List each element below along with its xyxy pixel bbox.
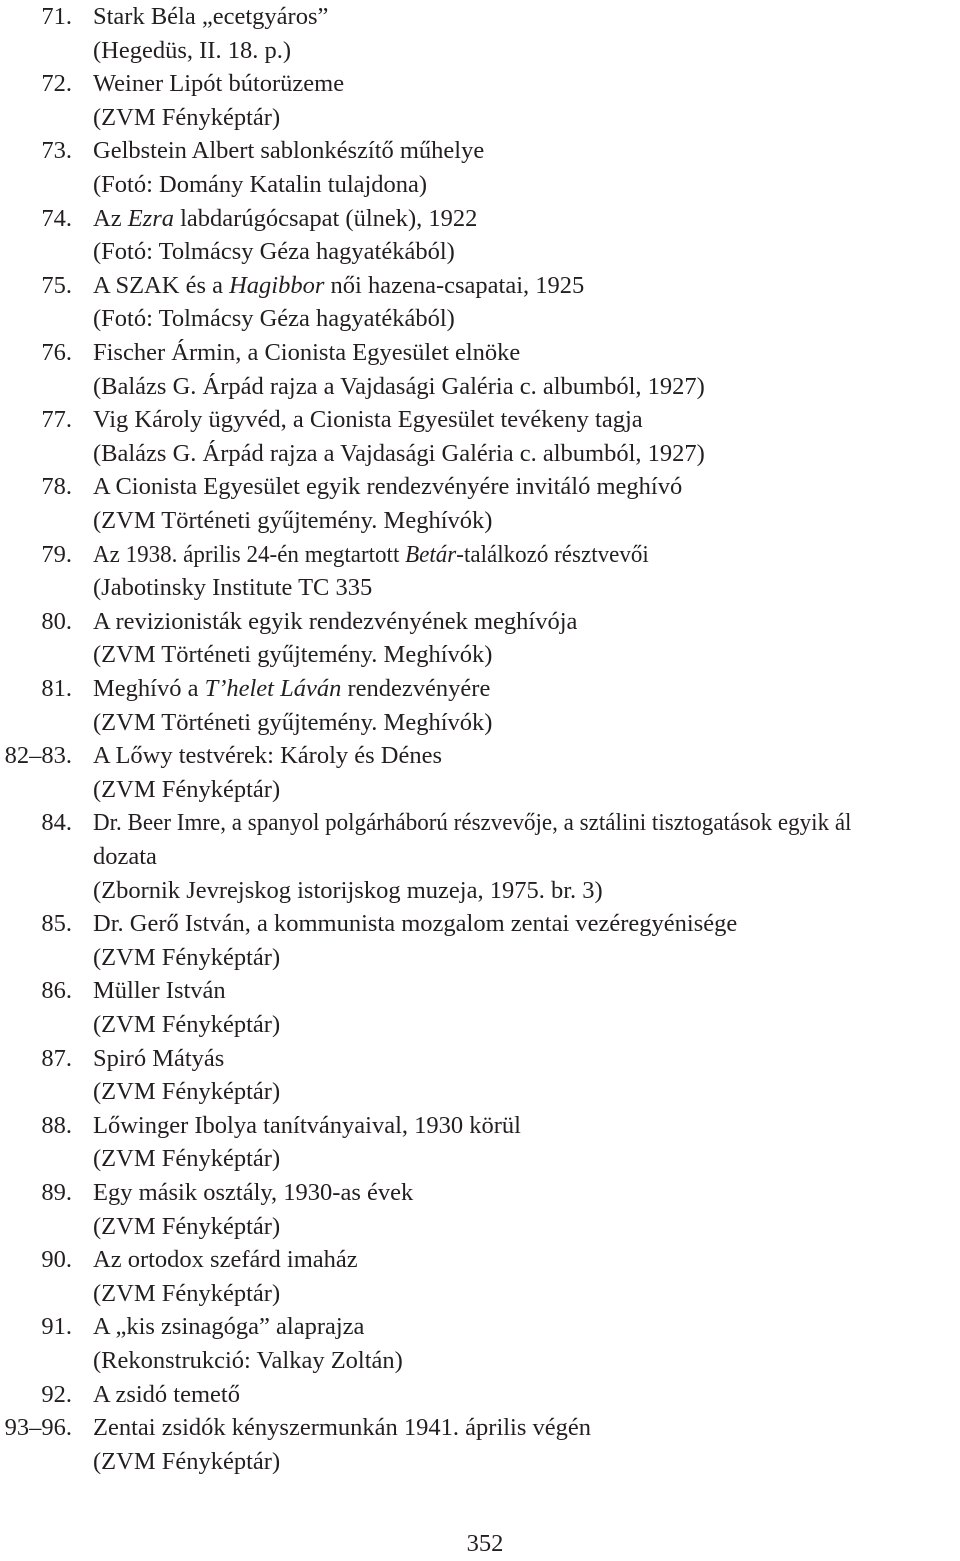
caption-line — [0, 1176, 960, 1210]
caption-line — [0, 806, 960, 840]
caption-title — [93, 1042, 224, 1076]
caption-number: 81. — [41, 675, 72, 702]
caption-line — [0, 1445, 960, 1479]
caption-source: (Fotó: Tolmácsy Géza hagyatékából) — [93, 305, 455, 333]
caption-source: (Fotó: Tolmácsy Géza hagyatékából) — [93, 238, 455, 266]
caption-title-part: Weiner Lipót bútorüzeme — [93, 70, 345, 98]
caption-title — [93, 1243, 358, 1277]
caption-title-part: Dr. Gerő István, a kommunista mozgalom zentai vezéregyénisége — [93, 910, 738, 938]
caption-source: (ZVM Fényképtár) — [93, 1447, 281, 1475]
caption-title-part: Az 1938. április 24-én megtartott — [93, 540, 406, 568]
caption-line — [0, 706, 960, 740]
caption-title-part: rendezvényére — [341, 675, 491, 702]
caption-title-part: Zentai zsidók kényszermunkán 1941. április végén — [93, 1414, 592, 1442]
caption-line — [0, 605, 960, 639]
caption-title — [93, 269, 584, 303]
caption-title — [93, 806, 851, 840]
caption-title-part: -találkozó résztvevői — [456, 540, 649, 568]
caption-line — [0, 101, 960, 135]
caption-number: 92. — [41, 1380, 72, 1408]
caption-number: 76. — [41, 339, 72, 366]
caption-line — [0, 1344, 960, 1378]
caption-title — [93, 538, 649, 572]
caption-source: (Balázs G. Árpád rajza a Vajdasági Galéria c. albumból, 1927) — [93, 439, 705, 467]
caption-number: 82–83. — [4, 742, 72, 770]
caption-line — [0, 571, 960, 605]
caption-number: 79. — [41, 540, 72, 568]
caption-line — [0, 638, 960, 672]
caption-number: 86. — [41, 977, 72, 1005]
caption-title — [93, 403, 643, 437]
caption-title-part: A SZAK és a — [93, 271, 230, 299]
caption-title — [93, 1310, 364, 1344]
caption-title — [93, 202, 477, 236]
caption-title — [93, 0, 328, 34]
caption-number: 71. — [41, 3, 72, 30]
caption-title-part: A Lőwy testvérek: Károly és Dénes — [93, 742, 443, 770]
caption-title — [93, 605, 577, 639]
caption-title-part: Fischer Ármin, a Cionista Egyesület elnöke — [93, 339, 521, 366]
caption-source: (ZVM Történeti gyűjtemény. Meghívók) — [93, 708, 493, 736]
caption-line — [0, 874, 960, 908]
caption-line — [0, 134, 960, 168]
caption-source: (ZVM Fényképtár) — [93, 1078, 281, 1106]
caption-line — [0, 974, 960, 1008]
caption-line — [0, 1042, 960, 1076]
caption-number: 74. — [41, 204, 72, 232]
caption-title — [93, 1411, 591, 1445]
caption-title-part: Müller István — [93, 977, 226, 1005]
caption-source: (ZVM Fényképtár) — [93, 1011, 281, 1038]
caption-line — [0, 370, 960, 404]
caption-number: 87. — [41, 1044, 72, 1072]
caption-line — [0, 1277, 960, 1311]
caption-line — [0, 67, 960, 101]
caption-line — [0, 1109, 960, 1143]
caption-line — [0, 302, 960, 336]
caption-number: 80. — [41, 607, 72, 635]
caption-source: (Zbornik Jevrejskog istorijskog muzeja, 1975. br. 3) — [93, 876, 603, 904]
caption-title-italic: Hagibbor — [229, 271, 325, 299]
caption-line — [0, 504, 960, 538]
caption-line — [0, 168, 960, 202]
caption-line — [0, 403, 960, 437]
caption-line — [0, 538, 960, 572]
caption-title-part: A zsidó temető — [93, 1380, 240, 1408]
caption-title-part: női hazena-csapatai, 1925 — [324, 271, 585, 299]
caption-line — [0, 0, 960, 34]
caption-line — [0, 1008, 960, 1042]
caption-title — [93, 134, 484, 168]
caption-title-part: A revizionisták egyik rendezvényének meghívója — [93, 607, 578, 635]
caption-source: (ZVM Történeti gyűjtemény. Meghívók) — [93, 507, 493, 534]
caption-source: (Balázs G. Árpád rajza a Vajdasági Galéria c. albumból, 1927) — [93, 372, 705, 400]
caption-number: 73. — [41, 137, 72, 165]
caption-line — [0, 672, 960, 706]
caption-line — [0, 1378, 960, 1412]
caption-line — [0, 269, 960, 303]
caption-title — [93, 470, 682, 504]
caption-title — [93, 672, 490, 706]
caption-source: (ZVM Fényképtár) — [93, 943, 281, 971]
caption-number: 91. — [41, 1313, 72, 1341]
caption-line — [0, 437, 960, 471]
caption-line — [0, 34, 960, 68]
caption-source: (Hegedüs, II. 18. p.) — [93, 36, 291, 64]
caption-line — [0, 907, 960, 941]
caption-number: 84. — [41, 809, 72, 837]
caption-title-part: Gelbstein Albert sablonkészítő műhelye — [93, 137, 485, 165]
caption-line — [0, 1142, 960, 1176]
caption-title — [93, 739, 442, 773]
caption-line — [0, 1243, 960, 1277]
caption-title — [93, 1176, 413, 1210]
caption-line — [0, 739, 960, 773]
caption-title — [93, 1109, 521, 1143]
caption-title-part: Vig Károly ügyvéd, a Cionista Egyesület tevékeny tagja — [93, 406, 643, 434]
caption-title-part: Lőwinger Ibolya tanítványaival, 1930 körül — [93, 1111, 521, 1139]
caption-number: 77. — [41, 406, 72, 434]
caption-source: (Rekonstrukció: Valkay Zoltán) — [93, 1347, 403, 1374]
caption-line — [0, 773, 960, 807]
caption-title-part: Az ortodox szefárd imaház — [93, 1246, 358, 1274]
caption-source: (Fotó: Domány Katalin tulajdona) — [93, 171, 428, 198]
caption-line — [0, 1411, 960, 1445]
caption-title-part: labdarúgócsapat (ülnek), 1922 — [174, 204, 478, 232]
caption-title — [93, 67, 344, 101]
caption-source: (ZVM Fényképtár) — [93, 1145, 281, 1173]
caption-title — [93, 974, 226, 1008]
caption-title-italic: Betár — [405, 540, 457, 568]
caption-title-continued: dozata — [93, 843, 157, 870]
caption-source: (ZVM Fényképtár) — [93, 775, 281, 803]
caption-title-part: Spiró Mátyás — [93, 1044, 225, 1072]
caption-line — [0, 202, 960, 236]
caption-line — [0, 1210, 960, 1244]
caption-number: 90. — [41, 1246, 72, 1274]
caption-title-part: Meghívó a — [93, 675, 205, 702]
caption-number: 75. — [41, 271, 72, 299]
caption-number: 88. — [41, 1111, 72, 1139]
caption-title — [93, 907, 737, 941]
caption-source: (ZVM Fényképtár) — [93, 1279, 281, 1307]
caption-title — [93, 336, 520, 370]
caption-line — [0, 470, 960, 504]
caption-source: (ZVM Fényképtár) — [93, 1212, 281, 1240]
caption-number: 89. — [41, 1179, 72, 1206]
caption-source: (ZVM Történeti gyűjtemény. Meghívók) — [93, 641, 493, 669]
caption-title-part: Dr. Beer Imre, a spanyol polgárháború részvevője, a sztálini tisztogatások egyik ál — [93, 809, 852, 837]
caption-title — [93, 1378, 240, 1412]
caption-title-part: A „kis zsinagóga” alaprajza — [93, 1313, 365, 1341]
caption-line — [0, 840, 960, 874]
caption-line — [0, 235, 960, 269]
caption-line — [0, 941, 960, 975]
caption-line — [0, 336, 960, 370]
page-number: 352 — [466, 1530, 504, 1557]
caption-line — [0, 1075, 960, 1109]
caption-source: (Jabotinsky Institute TC 335 — [93, 574, 373, 602]
caption-title-italic: Ezra — [127, 204, 174, 232]
caption-title-part: A Cionista Egyesület egyik rendezvényére invitáló meghívó — [93, 473, 683, 501]
caption-number: 85. — [41, 910, 72, 938]
caption-number: 72. — [41, 70, 72, 98]
caption-title-italic: T’helet Láván — [204, 675, 342, 702]
caption-number: 78. — [41, 473, 72, 501]
caption-source: (ZVM Fényképtár) — [93, 103, 281, 131]
caption-line — [0, 1310, 960, 1344]
caption-title-part: Stark Béla „ecetgyáros” — [93, 3, 329, 30]
caption-title-part: Az — [93, 204, 128, 232]
caption-title-part: Egy másik osztály, 1930-as évek — [93, 1179, 414, 1206]
caption-number: 93–96. — [4, 1414, 72, 1442]
